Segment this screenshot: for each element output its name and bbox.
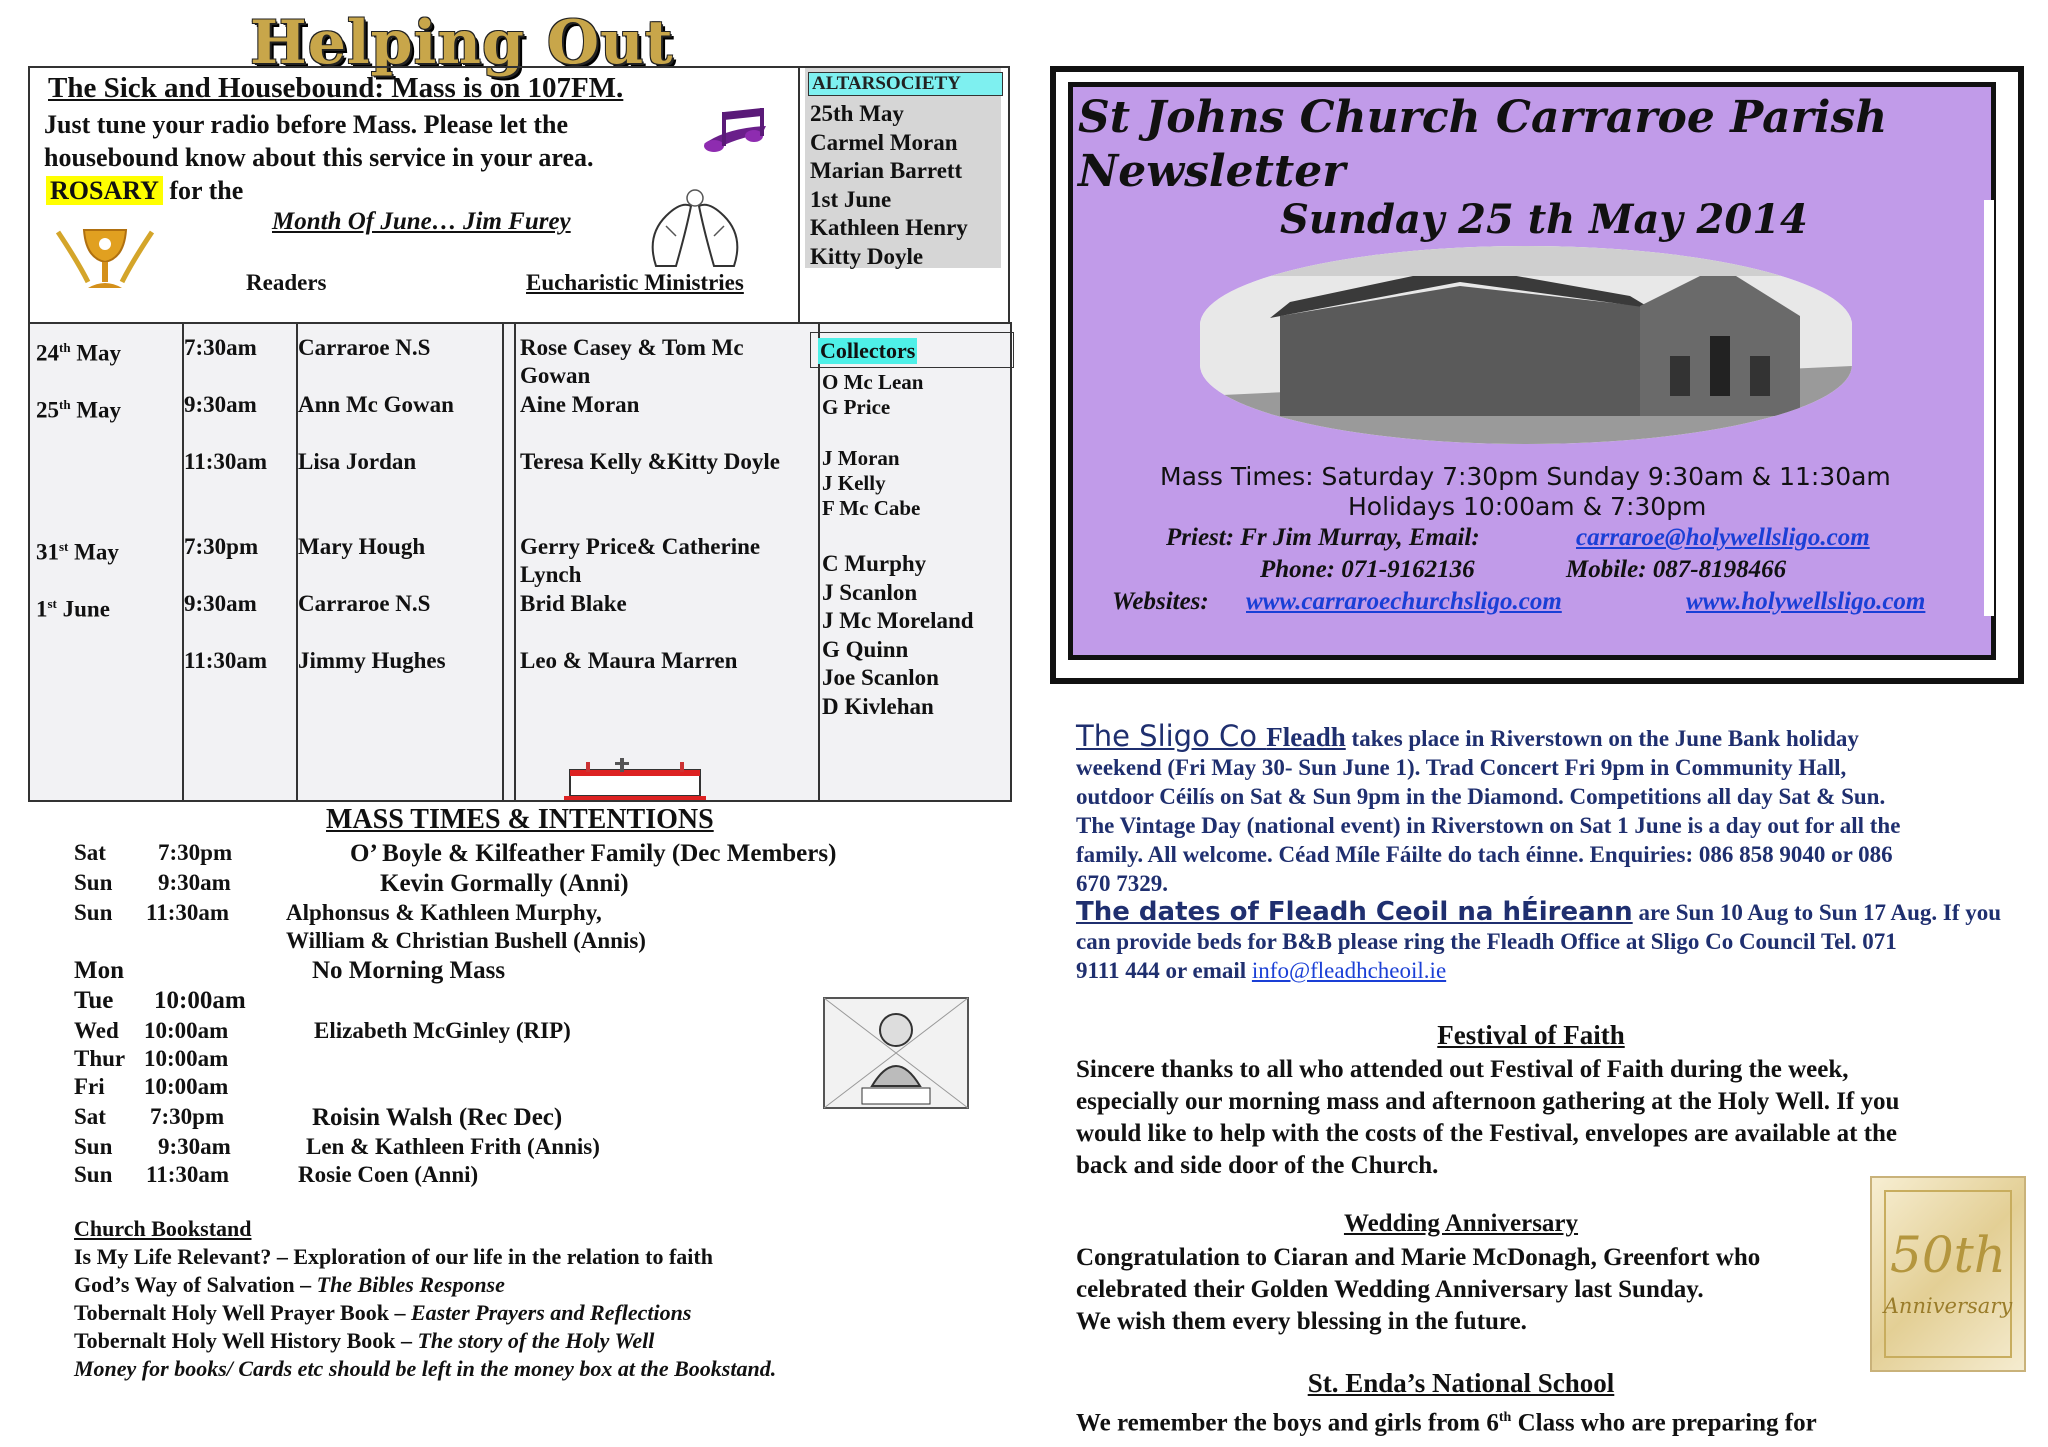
rota-minister: Aine Moran	[520, 392, 640, 417]
altar-icon	[560, 756, 710, 802]
mass-intention: Rosie Coen (Anni)	[298, 1162, 479, 1187]
wedding-text: celebrated their Golden Wedding Anniversary last Sunday.	[1076, 1276, 1704, 1303]
mass-times-heading: MASS TIMES & INTENTIONS	[326, 804, 714, 835]
anniversary-badge	[1870, 1176, 2026, 1372]
rota-reader: Jimmy Hughes	[298, 648, 446, 673]
fleadh-text: can provide beds for B&B please ring the Fleadh Office at Sligo Co Council Tel. 071	[1076, 929, 1897, 954]
rota-reader: Carraroe N.S	[298, 591, 431, 616]
collectors-header: Collectors	[820, 338, 916, 363]
fleadh-text: 670 7329.	[1076, 871, 1168, 896]
mass-time: 7:30pm	[158, 840, 233, 865]
header-edge	[1984, 200, 1994, 616]
collector: O Mc Lean	[822, 370, 924, 394]
faith-article	[1076, 1054, 2016, 1182]
mass-day: Fri	[74, 1074, 105, 1099]
altar-item: Kathleen Henry	[810, 215, 968, 240]
bookstand-line: Is My Life Relevant? – Exploration of our life in the relation to faith	[74, 1244, 713, 1269]
rota-time: 9:30am	[184, 591, 257, 616]
rota-reader: Lisa Jordan	[298, 449, 417, 474]
newsletter-date: Sunday 25 th May 2014	[1280, 196, 1808, 243]
faith-heading: Festival of Faith	[1437, 1020, 1625, 1050]
collector: G Quinn	[822, 636, 909, 662]
rota-minister: Rose Casey & Tom Mc Gowan	[520, 335, 744, 388]
praying-hands-icon	[636, 176, 754, 276]
mass-time: 11:30am	[146, 1162, 230, 1187]
collector: J Moran	[822, 446, 900, 470]
faith-text: back and side door of the Church.	[1076, 1152, 1439, 1179]
fleadh-text: are Sun 10 Aug to Sun 17 Aug. If you	[1632, 900, 2002, 925]
rota-time: 9:30am	[184, 392, 257, 417]
badge-number: 50th	[1890, 1226, 2006, 1284]
mass-day: Sun	[74, 900, 113, 925]
rota-time: 7:30pm	[184, 534, 259, 559]
mass-time: 7:30pm	[150, 1104, 225, 1129]
mass-intention: William & Christian Bushell (Annis)	[286, 928, 646, 953]
rota-date: 1st June	[36, 596, 110, 622]
collectors-group	[822, 370, 923, 420]
mass-day: Sat	[74, 1104, 106, 1129]
book-title: Tobernalt Holy Well History Book –	[74, 1328, 418, 1353]
collector: J Scanlon	[822, 579, 918, 605]
website-link-carraroe[interactable]: www.carraroechurchsligo.com	[1246, 588, 1562, 615]
st-john-evangelist-image	[822, 996, 970, 1110]
altar-item: 1st June	[810, 186, 892, 212]
music-note-icon	[696, 106, 776, 156]
phone-line: Phone: 071-9162136	[1260, 556, 1475, 583]
fleadh-text: weekend (Fri May 30- Sun June 1). Trad Concert Fri 9pm in Community Hall,	[1076, 755, 1847, 780]
rota-time: 7:30am	[184, 335, 257, 360]
mass-intention: Len & Kathleen Frith (Annis)	[306, 1134, 600, 1159]
collectors-group	[822, 550, 974, 721]
mass-time: 10:00am	[144, 1018, 229, 1043]
holidays-line: Holidays 10:00am & 7:30pm	[1348, 492, 1707, 521]
rosary-label: ROSARY	[46, 176, 163, 205]
faith-text: Sincere thanks to all who attended out Festival of Faith during the week,	[1076, 1056, 1849, 1083]
rosary-rest: for the	[162, 176, 244, 205]
mass-day: Thur	[74, 1046, 126, 1071]
wedding-text: Congratulation to Ciaran and Marie McDonagh, Greenfort who	[1076, 1244, 1761, 1271]
fleadh-article	[1076, 719, 2016, 985]
mass-time: 10:00am	[144, 1074, 229, 1099]
mass-day: Sun	[74, 870, 113, 895]
bookstand-line	[74, 1272, 505, 1298]
mass-day: Wed	[74, 1018, 119, 1043]
mass-day: Sat	[74, 840, 106, 865]
bookstand-heading: Church Bookstand	[74, 1216, 252, 1241]
sick-line-1: Just tune your radio before Mass. Please let the	[44, 110, 569, 139]
altar-item: Carmel Moran	[810, 129, 958, 155]
altar-society-label: ALTARSOCIETY	[808, 72, 1003, 96]
wedding-text: We wish them every blessing in the future.	[1076, 1308, 1527, 1335]
book-subtitle: Easter Prayers and Reflections	[410, 1300, 692, 1325]
collector: G Price	[822, 395, 891, 419]
rota-date: 31st May	[36, 539, 119, 565]
collector: C Murphy	[822, 551, 927, 576]
fleadh-text: The Vintage Day (national event) in Riverstown on Sat 1 June is a day out for all the	[1076, 813, 1901, 838]
collector: J Mc Moreland	[822, 608, 974, 633]
faith-text: especially our morning mass and afternoon gathering at the Holy Well. If you	[1076, 1088, 1900, 1115]
sick-heading: The Sick and Housebound: Mass is on 107FM.	[48, 72, 624, 104]
fleadh-text: outdoor Céilís on Sat & Sun 9pm in the Diamond. Competitions all day Sat & Sun.	[1076, 784, 1886, 809]
rota-minister: Leo & Maura Marren	[520, 648, 738, 673]
mass-intention: O’ Boyle & Kilfeather Family (Dec Members)	[350, 840, 837, 867]
book-title: Tobernalt Holy Well Prayer Book –	[74, 1300, 411, 1325]
website-link-holywell[interactable]: www.holywellsligo.com	[1686, 588, 1926, 615]
book-title: God’s Way of Salvation –	[74, 1272, 317, 1297]
altar-divider	[798, 66, 800, 324]
collector: Joe Scanlon	[822, 665, 939, 690]
collectors-group	[822, 446, 920, 521]
table-divider	[514, 322, 516, 800]
altar-item: 25th May	[810, 101, 904, 126]
collector: D Kivlehan	[822, 693, 934, 719]
rota-reader: Mary Hough	[298, 534, 426, 559]
fleadh-text: takes place in Riverstown on the June Bank holiday	[1345, 726, 1859, 751]
rosary-line	[46, 176, 243, 206]
badge-text: Anniversary	[1883, 1294, 2013, 1318]
newsletter-title-2: Newsletter	[1078, 146, 1346, 197]
book-subtitle: The Bibles Response	[316, 1272, 505, 1297]
readers-header: Readers	[246, 270, 327, 295]
rota-minister: Gerry Price& Catherine Lynch	[520, 534, 761, 587]
mass-time: 9:30am	[158, 1134, 231, 1159]
church-photo	[1200, 246, 1852, 444]
rosary-month: Month Of June… Jim Furey	[272, 208, 571, 235]
priest-line: Priest: Fr Jim Murray, Email:	[1166, 524, 1480, 551]
wedding-heading: Wedding Anniversary	[1343, 1210, 1579, 1237]
mass-day: Mon	[74, 957, 124, 984]
altar-item: Marian Barrett	[810, 158, 963, 183]
mass-time: 11:30am	[146, 900, 230, 925]
mass-times-line: Mass Times: Saturday 7:30pm Sunday 9:30am & 11:30am	[1160, 462, 1891, 491]
rota-time: 11:30am	[184, 449, 268, 474]
rota-reader: Ann Mc Gowan	[298, 392, 454, 417]
mass-intention: Alphonsus & Kathleen Murphy,	[286, 900, 602, 925]
mass-day: Tue	[74, 987, 114, 1014]
book-subtitle: The story of the Holy Well	[417, 1328, 655, 1353]
mass-time: 10:00am	[154, 987, 246, 1014]
school-text: We remember the boys and girls from 6th Class who are preparing for	[1076, 1409, 1817, 1437]
rota-date: 24th May	[36, 340, 122, 366]
rota-reader: Carraroe N.S	[298, 335, 431, 360]
mass-intention: Roisin Walsh (Rec Dec)	[312, 1104, 563, 1131]
bookstand-note: Money for books/ Cards etc should be left in the money box at the Bookstand.	[74, 1356, 777, 1381]
mobile-line: Mobile: 087-8198466	[1566, 556, 1787, 583]
fleadh-text: family. All welcome. Céad Míle Fáilte do tach éinne. Enquiries: 086 858 9040 or 086	[1076, 842, 1893, 867]
mass-intention: No Morning Mass	[312, 957, 506, 984]
helping-out-title: Helping Out	[250, 8, 674, 78]
rota-minister: Brid Blake	[520, 591, 627, 616]
websites-label: Websites:	[1112, 588, 1209, 615]
sick-line-2: housebound know about this service in your area.	[44, 143, 594, 172]
rota-date: 25th May	[36, 397, 122, 423]
altar-society-list	[810, 100, 968, 271]
school-heading: St. Enda’s National School	[1307, 1368, 1615, 1398]
altar-item: Kitty Doyle	[810, 243, 924, 269]
eucharistic-header: Eucharistic Ministries	[526, 270, 744, 295]
table-bottom	[28, 800, 1010, 802]
collector: J Kelly	[822, 471, 886, 495]
chalice-icon	[48, 222, 162, 298]
mass-time: 10:00am	[144, 1046, 229, 1071]
parish-email-link[interactable]: carraroe@holywellsligo.com	[1576, 524, 1870, 551]
fleadh-dates-heading: The dates of Fleadh Ceoil na hÉireann	[1076, 897, 1633, 927]
mass-day: Sun	[74, 1162, 113, 1187]
fleadh-email-link[interactable]: info@fleadhcheoil.ie	[1251, 958, 1447, 983]
faith-text: would like to help with the costs of the Festival, envelopes are available at the	[1076, 1120, 1898, 1147]
mass-intention: Kevin Gormally (Anni)	[380, 870, 629, 897]
rota-minister: Teresa Kelly &Kitty Doyle	[520, 449, 780, 474]
newsletter-title: St Johns Church Carraroe Parish	[1078, 92, 1888, 143]
fleadh-lead: The Sligo Co	[1076, 719, 1267, 753]
bookstand-line	[74, 1328, 654, 1354]
table-divider	[818, 322, 820, 800]
mass-intention: Elizabeth McGinley (RIP)	[314, 1018, 571, 1043]
fleadh-text: 9111 444 or email	[1076, 958, 1252, 983]
mass-day: Sun	[74, 1134, 113, 1159]
collector: F Mc Cabe	[822, 496, 921, 520]
table-divider	[502, 322, 504, 800]
rota-time: 11:30am	[184, 648, 268, 673]
mass-time: 9:30am	[158, 870, 231, 895]
wedding-article	[1076, 1242, 1856, 1338]
fleadh-lead-bold: Fleadh	[1266, 722, 1346, 752]
bookstand-line	[74, 1300, 691, 1326]
